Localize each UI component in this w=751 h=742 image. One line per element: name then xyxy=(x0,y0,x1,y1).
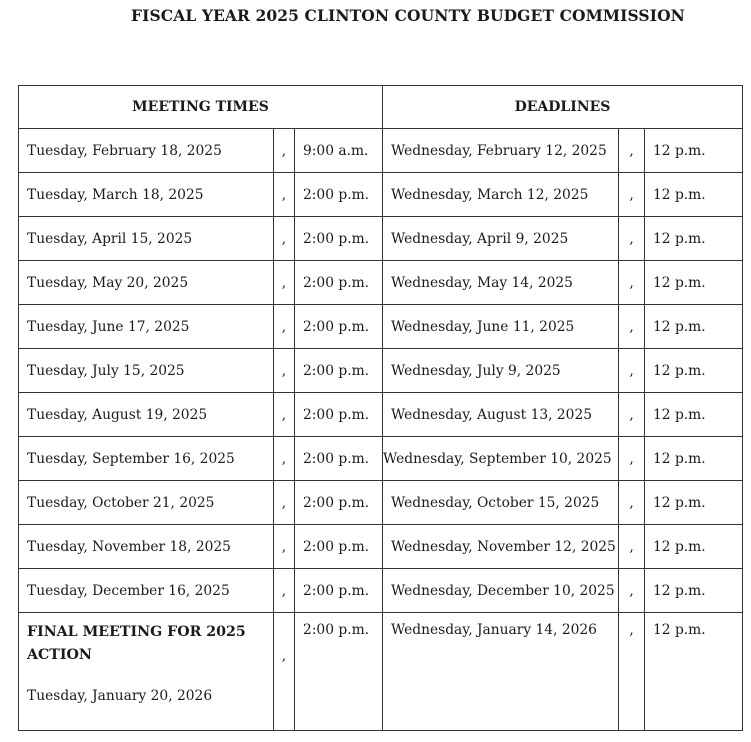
meeting-time: 2:00 p.m. xyxy=(295,305,383,349)
meeting-date: Tuesday, October 21, 2025 xyxy=(19,481,274,525)
schedule-row xyxy=(19,305,743,349)
deadline-time: 12 p.m. xyxy=(645,349,743,393)
deadline-date: Wednesday, June 11, 2025 xyxy=(383,305,619,349)
deadline-date: Wednesday, March 12, 2025 xyxy=(383,173,619,217)
deadline-time: 12 p.m. xyxy=(645,569,743,613)
meeting-date: Tuesday, February 18, 2025 xyxy=(19,129,274,173)
separator: , xyxy=(274,349,295,393)
separator: , xyxy=(274,525,295,569)
separator: , xyxy=(619,481,645,525)
separator-cell: , xyxy=(619,613,645,731)
meeting-time: 2:00 p.m. xyxy=(295,525,383,569)
meeting-time: 2:00 p.m. xyxy=(295,349,383,393)
meeting-time: 2:00 p.m. xyxy=(295,437,383,481)
separator: , xyxy=(619,129,645,173)
deadline-time: 12 p.m. xyxy=(645,173,743,217)
deadlines-header: DEADLINES xyxy=(383,86,743,129)
deadline-time: 12 p.m. xyxy=(645,525,743,569)
page-title: FISCAL YEAR 2025 CLINTON COUNTY BUDGET COMMISSION xyxy=(131,6,685,25)
meeting-time: 2:00 p.m. xyxy=(295,261,383,305)
schedule-row xyxy=(19,437,743,481)
deadline-date: Wednesday, May 14, 2025 xyxy=(383,261,619,305)
schedule-row xyxy=(19,393,743,437)
separator: , xyxy=(619,569,645,613)
separator: , xyxy=(619,305,645,349)
schedule-row xyxy=(19,173,743,217)
deadline-date: Wednesday, July 9, 2025 xyxy=(383,349,619,393)
separator: , xyxy=(274,173,295,217)
final-label-line2: ACTION xyxy=(27,647,92,663)
deadline-date: Wednesday, November 12, 2025 xyxy=(383,525,619,569)
separator: , xyxy=(274,393,295,437)
separator: , xyxy=(274,305,295,349)
meeting-date: Tuesday, September 16, 2025 xyxy=(19,437,274,481)
deadline-time: 12 p.m. xyxy=(645,261,743,305)
meeting-date: Tuesday, July 15, 2025 xyxy=(19,349,274,393)
meeting-date: Tuesday, June 17, 2025 xyxy=(19,305,274,349)
final-label-line1: FINAL MEETING FOR 2025 xyxy=(27,624,246,640)
meeting-time: 9:00 a.m. xyxy=(295,129,383,173)
final-meeting-time: 2:00 p.m. xyxy=(295,613,383,731)
schedule-row xyxy=(19,129,743,173)
final-deadline-date: Wednesday, January 14, 2026 xyxy=(383,613,619,731)
deadline-date: Wednesday, October 15, 2025 xyxy=(383,481,619,525)
separator: , xyxy=(274,481,295,525)
deadline-date: Wednesday, February 12, 2025 xyxy=(383,129,619,173)
meeting-date: Tuesday, April 15, 2025 xyxy=(19,217,274,261)
final-meeting-label xyxy=(27,621,273,667)
final-meeting-row xyxy=(19,613,743,731)
meeting-time: 2:00 p.m. xyxy=(295,481,383,525)
deadline-date: Wednesday, August 13, 2025 xyxy=(383,393,619,437)
meeting-date: Tuesday, May 20, 2025 xyxy=(19,261,274,305)
separator: , xyxy=(619,525,645,569)
deadline-time: 12 p.m. xyxy=(645,481,743,525)
deadline-time: 12 p.m. xyxy=(645,393,743,437)
separator-cell xyxy=(274,613,295,731)
meeting-date: Tuesday, August 19, 2025 xyxy=(19,393,274,437)
deadline-time: 12 p.m. xyxy=(645,305,743,349)
separator: , xyxy=(619,393,645,437)
schedule-row xyxy=(19,261,743,305)
schedule-row xyxy=(19,217,743,261)
deadline-time: 12 p.m. xyxy=(645,217,743,261)
meeting-time: 2:00 p.m. xyxy=(295,569,383,613)
schedule-row xyxy=(19,349,743,393)
separator: , xyxy=(619,217,645,261)
separator: , xyxy=(619,349,645,393)
meeting-time: 2:00 p.m. xyxy=(295,217,383,261)
separator: , xyxy=(274,569,295,613)
schedule-row xyxy=(19,569,743,613)
deadline-time: 12 p.m. xyxy=(645,129,743,173)
separator: , xyxy=(274,437,295,481)
header-row xyxy=(19,86,743,129)
separator: , xyxy=(274,261,295,305)
schedule-row xyxy=(19,481,743,525)
deadline-time: 12 p.m. xyxy=(645,437,743,481)
meeting-date: Tuesday, March 18, 2025 xyxy=(19,173,274,217)
deadline-date: Wednesday, September 10, 2025 xyxy=(383,437,619,481)
meeting-date: Tuesday, December 16, 2025 xyxy=(19,569,274,613)
final-meeting-cell xyxy=(19,613,274,731)
meeting-time: 2:00 p.m. xyxy=(295,173,383,217)
separator: , xyxy=(619,261,645,305)
schedule-row xyxy=(19,525,743,569)
separator: , xyxy=(274,217,295,261)
meeting-date: Tuesday, November 18, 2025 xyxy=(19,525,274,569)
deadline-date: Wednesday, April 9, 2025 xyxy=(383,217,619,261)
separator: , xyxy=(619,437,645,481)
separator: , xyxy=(281,648,287,664)
final-deadline-time: 12 p.m. xyxy=(645,613,743,731)
schedule-table xyxy=(18,85,743,731)
meeting-times-header: MEETING TIMES xyxy=(19,86,383,129)
meeting-time: 2:00 p.m. xyxy=(295,393,383,437)
deadline-date: Wednesday, December 10, 2025 xyxy=(383,569,619,613)
separator: , xyxy=(619,173,645,217)
final-meeting-date: Tuesday, January 20, 2026 xyxy=(27,688,213,704)
separator: , xyxy=(274,129,295,173)
